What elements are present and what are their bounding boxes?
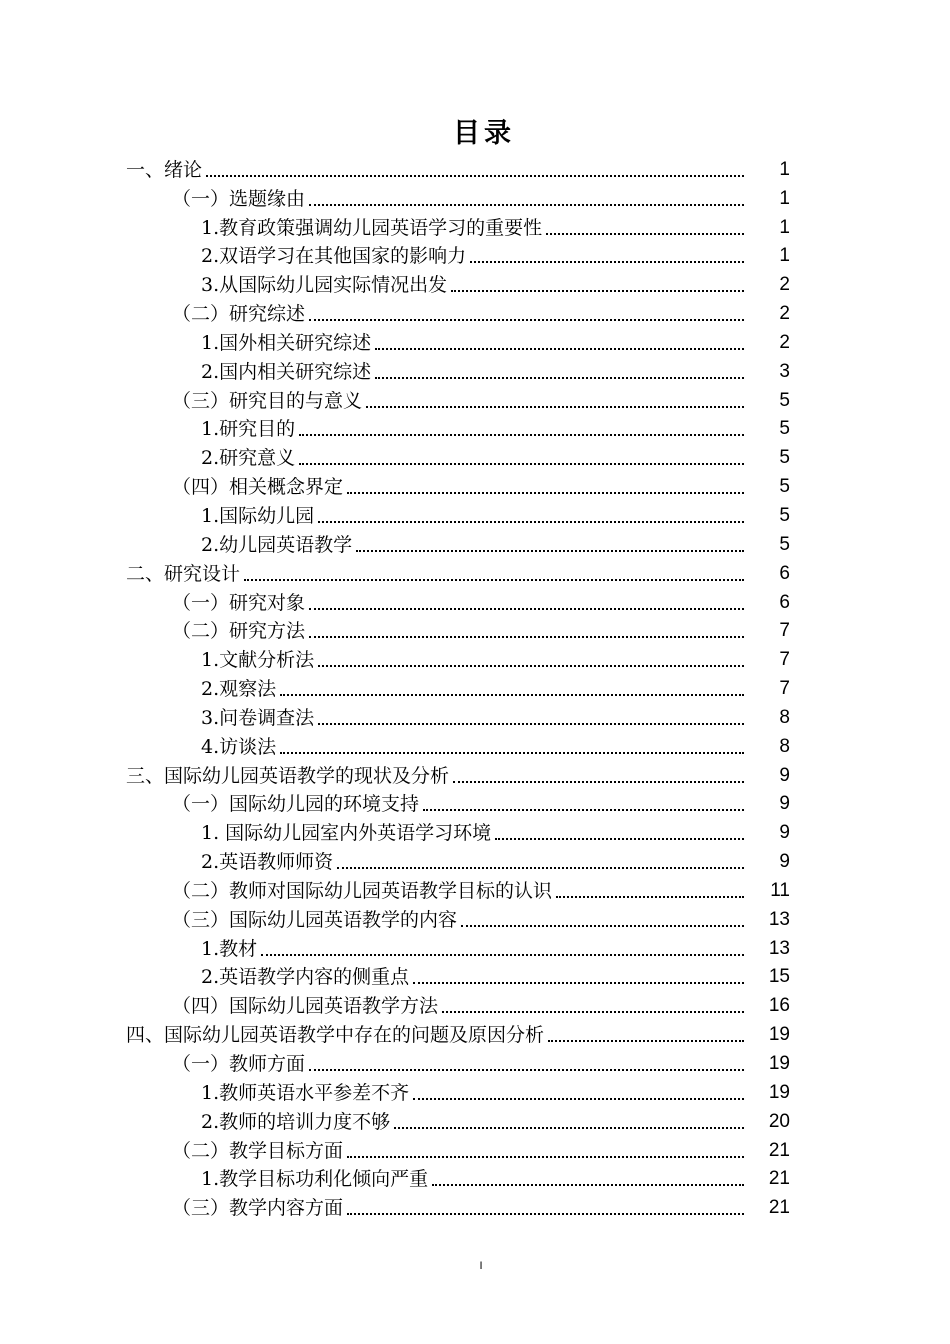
toc-entry-label: 四、国际幼儿园英语教学中存在的问题及原因分析 bbox=[126, 1024, 545, 1047]
dot-leader bbox=[309, 204, 744, 206]
toc-entry-page-number: 13 bbox=[768, 937, 790, 959]
dot-leader bbox=[309, 1069, 744, 1071]
toc-entry-page-number: 9 bbox=[779, 793, 790, 815]
dot-leader bbox=[442, 1011, 744, 1013]
toc-entry-label: （二）教师对国际幼儿园英语教学目标的认识 bbox=[172, 879, 553, 902]
dot-leader bbox=[366, 406, 744, 408]
toc-entry-label: （三）国际幼儿园英语教学的内容 bbox=[172, 908, 458, 931]
toc-entry[interactable] bbox=[0, 1078, 950, 1107]
footer-page-number: I bbox=[479, 1260, 483, 1272]
dot-leader bbox=[261, 954, 744, 956]
toc-entry-label: 1.文献分析法 bbox=[201, 649, 315, 672]
dot-leader bbox=[280, 694, 744, 696]
toc-entry[interactable] bbox=[0, 559, 950, 588]
dot-leader bbox=[309, 608, 744, 610]
toc-entry[interactable] bbox=[0, 328, 950, 357]
dot-leader bbox=[347, 1156, 744, 1158]
toc-entry-label: 2.研究意义 bbox=[201, 447, 296, 470]
toc-entry-page-number: 8 bbox=[779, 706, 790, 728]
toc-entry[interactable] bbox=[0, 299, 950, 328]
toc-entry[interactable] bbox=[0, 790, 950, 819]
toc-entry-label: 4.访谈法 bbox=[201, 735, 277, 758]
dot-leader bbox=[206, 175, 744, 177]
toc-entry-label: 1.研究目的 bbox=[201, 418, 296, 441]
toc-entry[interactable] bbox=[0, 1165, 950, 1194]
toc-entry[interactable] bbox=[0, 1136, 950, 1165]
toc-title: 目录 bbox=[453, 118, 515, 149]
toc-entry-page-number: 2 bbox=[779, 274, 790, 296]
toc-entry-page-number: 19 bbox=[768, 1081, 790, 1103]
toc-entry-label: （二）教学目标方面 bbox=[172, 1139, 344, 1162]
dot-leader bbox=[356, 550, 744, 552]
toc-entry-label: 3.从国际幼儿园实际情况出发 bbox=[201, 274, 448, 297]
dot-leader bbox=[309, 636, 744, 638]
toc-entry-page-number: 5 bbox=[779, 389, 790, 411]
toc-entry-page-number: 5 bbox=[779, 504, 790, 526]
toc-entry[interactable] bbox=[0, 184, 950, 213]
toc-entry-label: 一、绪论 bbox=[126, 158, 203, 181]
toc-entry-label: 2.教师的培训力度不够 bbox=[201, 1110, 391, 1133]
toc-entry-page-number: 5 bbox=[779, 447, 790, 469]
toc-entry-label: （一）研究对象 bbox=[172, 591, 306, 614]
toc-entry-label: （四）国际幼儿园英语教学方法 bbox=[172, 995, 439, 1018]
toc-entry-label: 1.教学目标功利化倾向严重 bbox=[201, 1168, 429, 1191]
toc-entry-page-number: 21 bbox=[768, 1168, 790, 1190]
toc-entry[interactable] bbox=[0, 386, 950, 415]
toc-entry-label: （二）研究方法 bbox=[172, 620, 306, 643]
toc-entry-label: 二、研究设计 bbox=[126, 562, 241, 585]
dot-leader bbox=[413, 1098, 744, 1100]
toc-entry-label: 1.国外相关研究综述 bbox=[201, 331, 372, 354]
toc-entry[interactable] bbox=[0, 876, 950, 905]
toc-entry[interactable] bbox=[0, 588, 950, 617]
dot-leader bbox=[318, 521, 744, 523]
dot-leader bbox=[244, 579, 744, 581]
toc-entry-label: 2.双语学习在其他国家的影响力 bbox=[201, 245, 467, 268]
toc-entry-label: 1.教材 bbox=[201, 937, 258, 960]
toc-entry[interactable] bbox=[0, 674, 950, 703]
dot-leader bbox=[432, 1184, 744, 1186]
toc-entry-label: （一）选题缘由 bbox=[172, 187, 306, 210]
toc-entry[interactable] bbox=[0, 761, 950, 790]
toc-entry-label: 2.英语教学内容的侧重点 bbox=[201, 966, 410, 989]
toc-entry[interactable] bbox=[0, 645, 950, 674]
toc-entry-page-number: 8 bbox=[779, 735, 790, 757]
toc-entry-label: 1.国际幼儿园 bbox=[201, 504, 315, 527]
dot-leader bbox=[299, 463, 744, 465]
toc-entry-label: 三、国际幼儿园英语教学的现状及分析 bbox=[126, 764, 450, 787]
toc-entry-label: 2.观察法 bbox=[201, 678, 277, 701]
toc-entry-label: 1. 国际幼儿园室内外英语学习环境 bbox=[201, 822, 492, 845]
toc-entry[interactable] bbox=[0, 847, 950, 876]
toc-entry-page-number: 16 bbox=[768, 995, 790, 1017]
toc-entry[interactable] bbox=[0, 703, 950, 732]
toc-entry-label: 3.问卷调查法 bbox=[201, 706, 315, 729]
dot-leader bbox=[423, 809, 744, 811]
toc-entry-page-number: 7 bbox=[779, 620, 790, 642]
toc-entry[interactable] bbox=[0, 963, 950, 992]
toc-entry-page-number: 7 bbox=[779, 678, 790, 700]
toc-entry-label: （四）相关概念界定 bbox=[172, 476, 344, 499]
toc-entry[interactable] bbox=[0, 934, 950, 963]
toc-entry[interactable] bbox=[0, 357, 950, 386]
dot-leader bbox=[461, 925, 744, 927]
toc-entry-page-number: 21 bbox=[768, 1197, 790, 1219]
toc-entry-page-number: 1 bbox=[779, 216, 790, 238]
dot-leader bbox=[451, 290, 744, 292]
toc-entry[interactable] bbox=[0, 472, 950, 501]
toc-entry-label: （三）教学内容方面 bbox=[172, 1197, 344, 1220]
toc-entry[interactable] bbox=[0, 732, 950, 761]
dot-leader bbox=[309, 319, 744, 321]
dot-leader bbox=[495, 838, 744, 840]
dot-leader bbox=[375, 348, 744, 350]
toc-entry-page-number: 13 bbox=[768, 908, 790, 930]
toc-entry[interactable] bbox=[0, 1020, 950, 1049]
toc-entry[interactable] bbox=[0, 242, 950, 271]
dot-leader bbox=[299, 434, 744, 436]
dot-leader bbox=[347, 1213, 744, 1215]
dot-leader bbox=[347, 492, 744, 494]
toc-entry-page-number: 5 bbox=[779, 533, 790, 555]
toc-entry-label: （一）国际幼儿园的环境支持 bbox=[172, 793, 420, 816]
toc-entry-label: 1.教师英语水平参差不齐 bbox=[201, 1081, 410, 1104]
toc-entry-label: 1.教育政策强调幼儿园英语学习的重要性 bbox=[201, 216, 543, 239]
toc-entry-page-number: 11 bbox=[770, 879, 790, 901]
toc-entry[interactable] bbox=[0, 1049, 950, 1078]
toc-entry-page-number: 2 bbox=[779, 331, 790, 353]
dot-leader bbox=[470, 261, 744, 263]
toc-entry-page-number: 7 bbox=[779, 649, 790, 671]
dot-leader bbox=[318, 723, 744, 725]
toc-entry[interactable] bbox=[0, 501, 950, 530]
toc-entry[interactable] bbox=[0, 818, 950, 847]
dot-leader bbox=[453, 781, 744, 783]
toc-entry-label: （一）教师方面 bbox=[172, 1053, 306, 1075]
toc-entry[interactable] bbox=[0, 270, 950, 299]
dot-leader bbox=[556, 896, 744, 898]
dot-leader bbox=[375, 377, 744, 379]
toc-entry[interactable] bbox=[0, 905, 950, 934]
toc-entry[interactable] bbox=[0, 1107, 950, 1136]
toc-entry-page-number: 19 bbox=[768, 1024, 790, 1046]
toc-entry-page-number: 9 bbox=[779, 851, 790, 873]
toc-entry-page-number: 2 bbox=[779, 303, 790, 325]
toc-entry[interactable] bbox=[0, 530, 950, 559]
toc-entry-page-number: 1 bbox=[779, 158, 790, 180]
toc-list bbox=[0, 155, 950, 1222]
toc-entry-page-number: 9 bbox=[779, 822, 790, 844]
toc-entry[interactable] bbox=[0, 991, 950, 1020]
dot-leader bbox=[337, 867, 744, 869]
toc-entry[interactable] bbox=[0, 617, 950, 646]
toc-entry-label: 2.幼儿园英语教学 bbox=[201, 533, 353, 556]
toc-entry-page-number: 1 bbox=[779, 245, 790, 267]
dot-leader bbox=[546, 233, 744, 235]
toc-entry[interactable] bbox=[0, 155, 950, 184]
toc-entry-label: （二）研究综述 bbox=[172, 303, 306, 326]
toc-entry-page-number: 6 bbox=[779, 562, 790, 584]
toc-entry-page-number: 9 bbox=[779, 764, 790, 786]
toc-entry[interactable] bbox=[0, 1193, 950, 1222]
toc-entry-label: （三）研究目的与意义 bbox=[172, 389, 363, 412]
toc-entry-page-number: 15 bbox=[768, 966, 790, 988]
toc-entry-page-number: 20 bbox=[768, 1110, 790, 1132]
toc-entry-page-number: 6 bbox=[779, 591, 790, 613]
dot-leader bbox=[318, 665, 744, 667]
toc-entry-label: 2.国内相关研究综述 bbox=[201, 360, 372, 383]
dot-leader bbox=[413, 982, 744, 984]
dot-leader bbox=[394, 1127, 744, 1129]
toc-entry-page-number: 1 bbox=[779, 187, 790, 209]
toc-entry[interactable] bbox=[0, 213, 950, 242]
dot-leader bbox=[548, 1040, 744, 1042]
toc-entry[interactable] bbox=[0, 443, 950, 472]
toc-entry-label: 2.英语教师师资 bbox=[201, 851, 334, 874]
toc-entry-page-number: 5 bbox=[779, 418, 790, 440]
toc-entry-page-number: 19 bbox=[768, 1053, 790, 1074]
toc-entry-page-number: 21 bbox=[768, 1139, 790, 1161]
dot-leader bbox=[280, 752, 744, 754]
toc-entry[interactable] bbox=[0, 415, 950, 444]
toc-entry-page-number: 3 bbox=[779, 360, 790, 382]
toc-entry-page-number: 5 bbox=[779, 476, 790, 498]
